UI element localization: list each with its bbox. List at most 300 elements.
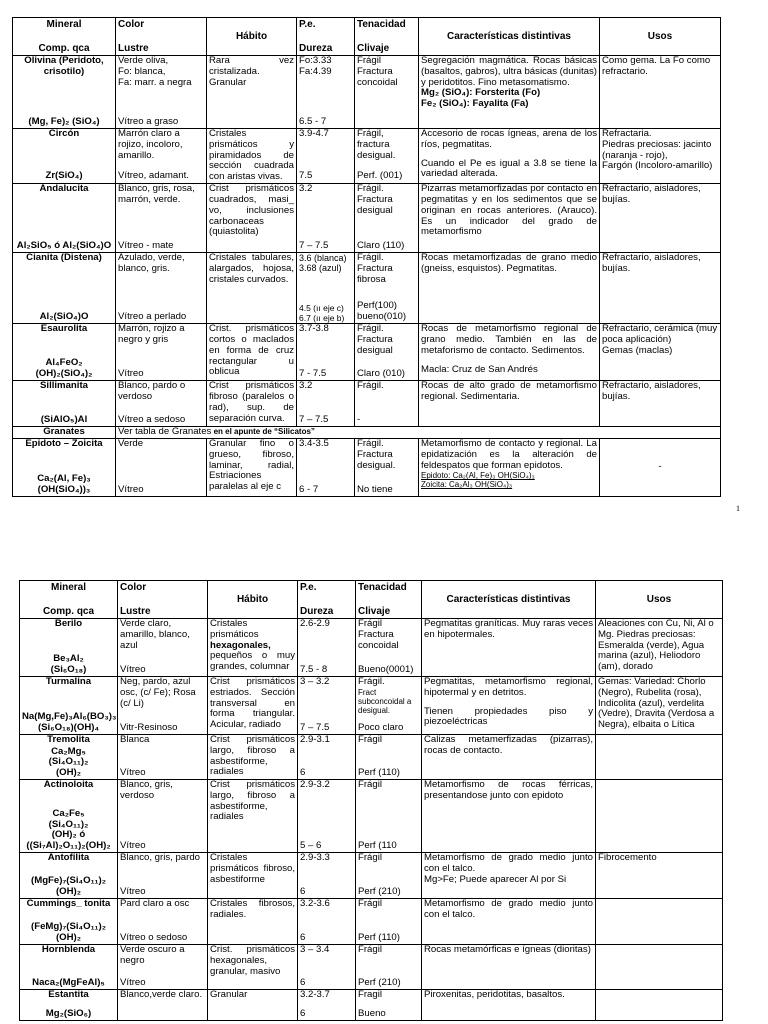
- tenacidad-cell-primary: Frágil: [358, 898, 382, 909]
- mineral-name-cell-primary: Cianita (Distena): [26, 252, 102, 264]
- pe-cell-top: [300, 853, 353, 864]
- pe-cell-primary: 3.2: [299, 380, 313, 392]
- color-cell-content: [120, 677, 205, 734]
- pe-cell: [297, 129, 355, 184]
- pe-cell-top: [299, 129, 352, 140]
- mineral-name-cell-content: [15, 253, 113, 323]
- habito-text: Granular: [210, 989, 248, 1000]
- color-cell-top: [120, 780, 205, 802]
- mineral-name-cell-top: [15, 381, 113, 392]
- habito-text: Granular fino o grueso, fibroso, laminar, radial, Estriaciones paralelas al eje c: [209, 438, 294, 493]
- mineral-name-cell-content: [15, 129, 113, 182]
- tenacidad-cell-primary: Frágil: [358, 944, 382, 955]
- pe-cell-content: [300, 990, 353, 1020]
- caract-text: Pegmatitas, metamorfismo regional, hipotermal y en detritos.: [424, 676, 593, 698]
- mineral-name-cell: [20, 945, 118, 990]
- tenacidad-cell-content: [357, 439, 416, 496]
- color-cell-primary: Pard claro a osc: [120, 898, 190, 909]
- pe-cell-primary: 3.2-3.7: [300, 989, 330, 1000]
- color-cell-content: [118, 253, 204, 323]
- pe-cell-top: [300, 780, 353, 791]
- color-cell-top: [120, 899, 205, 910]
- mineral-name-cell-content: [22, 619, 115, 676]
- pe-cell-top: [299, 184, 352, 195]
- color-cell-secondary: Vítreo a perlado: [118, 311, 187, 323]
- mineral-name-cell-top: [22, 945, 115, 956]
- tenacidad-cell: [356, 990, 422, 1021]
- header-habito: [208, 581, 298, 619]
- pe-cell-primary: 3.2: [299, 183, 313, 195]
- minerals-table-1: [12, 17, 721, 497]
- color-cell: [118, 899, 208, 945]
- color-cell: [118, 853, 208, 899]
- caract-cell: [419, 184, 600, 253]
- mineral-row: [20, 619, 723, 677]
- header-comp-label: Comp. qca: [42, 605, 95, 617]
- color-cell: [118, 945, 208, 990]
- tenacidad-cell-primary: Frágil.: [357, 380, 384, 392]
- caract-text: Pizarras metamorfizadas por contacto en pegmatitas y en los sedimentos que se originan en rocas anteriores. (Arauco). Es un indicador del grado de metamorfismo: [421, 183, 597, 238]
- color-cell-content: [118, 129, 204, 182]
- header-color: [118, 581, 208, 619]
- tenacidad-cell-primary: Frágil Fractura concoidal: [358, 618, 399, 651]
- mineral-row: [13, 253, 721, 324]
- tenacidad-cell-content: [357, 56, 416, 128]
- mineral-name-cell-top: [22, 619, 115, 630]
- color-cell-secondary: Vítreo: [120, 886, 146, 898]
- mineral-name-cell-top: [22, 677, 115, 688]
- mineral-name-cell-secondary: Be₃Al₂ (Si₆O₁₈): [50, 653, 87, 676]
- pe-cell-top: [300, 677, 353, 688]
- pe-cell: [298, 780, 356, 853]
- mineral-row: [20, 990, 723, 1021]
- habito-bold: hexagonales,: [210, 639, 271, 651]
- usos-text: Refractario, aisladores, bujías.: [602, 183, 701, 205]
- header-dureza-label: Dureza: [299, 42, 333, 54]
- habito-cell: [208, 945, 298, 990]
- usos-cell: [600, 129, 721, 184]
- habito-cell: [207, 253, 297, 324]
- mineral-row: [20, 780, 723, 853]
- mineral-name-cell-top: [15, 129, 113, 140]
- mineral-name-cell-content: [15, 381, 113, 426]
- mineral-name-cell-primary: Tremolita: [47, 734, 90, 745]
- tenacidad-cell-content: [358, 853, 419, 898]
- color-cell-top: [118, 129, 204, 161]
- pe-cell-primary: 3.9-4.7: [299, 128, 329, 139]
- color-cell: [116, 438, 207, 496]
- color-cell: [116, 184, 207, 253]
- color-cell-content: [120, 899, 205, 944]
- mineral-name-cell-secondary: (Mg, Fe)₂ (SiO₄): [28, 116, 100, 128]
- pe-cell-secondary: 7.5 - 8: [300, 664, 328, 676]
- header-lustre-label: Lustre: [120, 605, 151, 617]
- mineral-name-cell-secondary: (FeMg)₇(Si₄O₁₁)₂ (OH)₂: [31, 921, 106, 944]
- header-mineral: [13, 18, 116, 56]
- mineral-name-cell: [20, 853, 118, 899]
- mineral-name-cell-secondary: Al₄FeO₂ (OH)₂(SiO₄)₂: [35, 357, 93, 380]
- mineral-name-cell-primary: Sillimanita: [40, 380, 88, 392]
- mineral-row: [20, 899, 723, 945]
- mineral-name-cell: [13, 438, 116, 496]
- pe-cell-primary: Fo:3.33 Fa:4.39: [299, 55, 332, 77]
- color-cell-top: [120, 619, 205, 651]
- tenacidad-cell-top: [357, 184, 416, 216]
- header-usos-label: Usos: [647, 30, 673, 42]
- color-cell-primary: Blanco,verde claro.: [120, 989, 203, 1000]
- usos-cell: [600, 324, 721, 381]
- pe-cell-top: [299, 253, 352, 273]
- mineral-name-cell-primary: Actinoloita: [43, 779, 94, 790]
- habito-cell: [207, 438, 297, 496]
- pe-cell-secondary: 6: [300, 767, 306, 779]
- color-cell: [116, 324, 207, 381]
- pe-cell-secondary: 4.5 (ıı eje c) 6.7 (ıı eje b): [299, 302, 345, 323]
- mineral-name: Granates: [43, 426, 85, 438]
- tenacidad-cell-primary: Frágil Fractura concoidal: [357, 55, 398, 88]
- habito-text: Crist prismáticos estriados. Sección transversal en forma triangular. Acicular, radiado: [210, 676, 295, 731]
- color-cell-secondary: Vítreo o sedoso: [120, 932, 188, 944]
- mineral-name-cell-top: [15, 253, 113, 264]
- pe-cell-secondary: 6.5 - 7: [299, 116, 327, 128]
- mineral-name-cell-secondary: Mg₂(SiO₆): [45, 1008, 92, 1020]
- pe-cell-top: [299, 56, 352, 78]
- caract-text: Rocas de metamorfismo regional de grano medio. También en las de metaforismo de contacto. Sedimentos.: [421, 323, 597, 356]
- color-cell-primary: Verde claro, amarillo, blanco, azul: [120, 618, 190, 651]
- habito-text: Cristales fibrosos, radiales.: [210, 898, 295, 920]
- color-cell-secondary: Vítreo: [120, 767, 146, 779]
- mineral-name-cell-secondary: (MgFe)₇(Si₄O₁₁)₂ (OH)₂: [31, 875, 106, 898]
- pe-cell: [297, 324, 355, 381]
- tenacidad-cell-primary: Frágil, fractura desigual.: [357, 128, 396, 161]
- pe-cell: [297, 438, 355, 496]
- tenacidad-cell-content: [357, 253, 416, 323]
- color-cell-secondary: Vítreo: [118, 484, 144, 496]
- tenacidad-cell: [356, 853, 422, 899]
- tenacidad-cell-secondary: Claro (010): [357, 368, 405, 380]
- habito-text: Crist prismáticos fibroso (paralelos o rad), sup. de separación curva.: [209, 380, 294, 424]
- caract-text: Rocas metamorfizadas de grano medio (gneiss, esquistos). Pegmatitas.: [421, 252, 597, 274]
- header-tenacidad: [356, 581, 422, 619]
- pe-cell-secondary: 5 – 6: [300, 840, 322, 852]
- pe-cell-secondary: 7 – 7.5: [299, 240, 329, 252]
- tenacidad-cell-primary: Frágil. Fractura desigual: [357, 183, 393, 216]
- color-cell-content: [118, 381, 204, 426]
- mineral-name-cell: [20, 990, 118, 1021]
- caract-text: Metamorfismo de grado medio junto con el talco.: [424, 898, 593, 920]
- color-cell-primary: Blanco, pardo o verdoso: [118, 380, 186, 402]
- habito-text: Crist prismáticos largo, fibroso a asbestiforme, radiales: [210, 779, 295, 823]
- mineral-name-cell-top: [22, 990, 115, 1001]
- pe-cell-primary: 3.2-3.6: [300, 898, 330, 909]
- mineral-name-cell-content: [22, 990, 115, 1020]
- tenacidad-cell-top: [358, 945, 419, 956]
- header-clivaje-label: Clivaje: [358, 605, 391, 617]
- color-cell-content: [118, 439, 204, 496]
- color-cell-top: [118, 253, 204, 275]
- habito-cell: [208, 677, 298, 735]
- tenacidad-cell-content: [358, 619, 419, 676]
- pe-cell-secondary: 7.5: [299, 170, 313, 182]
- pe-cell: [298, 735, 356, 780]
- usos-text: Gemas: Variedad: Chorlo (Negro), Rubelita (rosa), Indicolita (azul), verdelita (Vedre), Dravita (Verdosa a Negra), elbaita o Lítica: [598, 676, 715, 731]
- pe-cell-secondary: 6 - 7: [299, 484, 319, 496]
- caract-text-2: Tienen propiedades piso y piezoeléctricas: [424, 705, 593, 728]
- color-cell-top: [118, 56, 204, 88]
- pe-cell-content: [299, 381, 352, 426]
- pe-cell-top: [300, 735, 353, 746]
- tenacidad-cell-top: [357, 129, 416, 161]
- mineral-name-cell: [20, 899, 118, 945]
- habito-text: Crist prismáticos cuadrados, masi_ vo, inclusiones carbonaceas (quiastolita): [209, 183, 294, 238]
- color-cell-secondary: Vítreo: [120, 664, 146, 676]
- tenacidad-cell-top: [357, 56, 416, 88]
- caract-text: Metamorfismo de grado medio junto con el talco. Mg>Fe; Puede aparecer Al por Si: [424, 852, 593, 885]
- color-cell-primary: Verde oscuro a negro: [120, 944, 185, 966]
- pe-cell-secondary: 6: [300, 977, 306, 989]
- pe-cell: [297, 56, 355, 129]
- habito-text: Crist. prismáticos hexagonales, granular, masivo: [210, 944, 295, 977]
- mineral-name-cell: [13, 129, 116, 184]
- header-mineral-label: Mineral: [50, 582, 86, 593]
- usos-text: Fibrocemento: [598, 852, 657, 863]
- mineral-name-cell-content: [22, 853, 115, 898]
- color-cell-primary: Neg, pardo, azul osc, (c/ Fe); Rosa (c/ Li): [120, 676, 196, 709]
- color-cell-top: [120, 735, 205, 746]
- color-cell-content: [118, 184, 204, 252]
- mineral-name-cell: [13, 427, 116, 439]
- pe-cell-primary: 2.9-3.1: [300, 734, 330, 745]
- header-caract-label: Características distintivas: [446, 593, 571, 605]
- caract-text: Accesorio de rocas ígneas, arena de los ríos, pegmatitas.: [421, 128, 597, 150]
- color-cell-content: [120, 853, 205, 898]
- usos-text: Refractario, cerámica (muy poca aplicación) Gemas (maclas): [602, 323, 718, 356]
- caract-cell: [419, 381, 600, 427]
- pe-cell: [297, 253, 355, 324]
- habito-cell: [207, 184, 297, 253]
- pe-cell: [298, 899, 356, 945]
- caract-cell: [422, 990, 596, 1021]
- caract-text: Pegmatitas graníticas. Muy raras veces en hipotermales.: [424, 618, 593, 640]
- caract-text: Metamorfismo de rocas férricas, presentandose junto con epidoto: [424, 779, 593, 801]
- usos-cell: [596, 780, 723, 853]
- pe-cell-content: [299, 184, 352, 252]
- header-habito-label: Hábito: [236, 593, 269, 605]
- caract-underline-1: Epidoto: Ca₂(Al, Fe)₃ OH(SiO₄)₃: [421, 471, 535, 481]
- mineral-name-cell-primary: Hornblenda: [41, 944, 96, 955]
- tenacidad-cell-content: [358, 677, 419, 734]
- color-cell-secondary: Vítreo, adamant.: [118, 170, 189, 182]
- tenacidad-cell-primary: Frágil. Fractura fibrosa: [357, 252, 393, 285]
- header-tenacidad: [355, 18, 419, 56]
- mineral-name-cell-top: [15, 184, 113, 195]
- caract-text: Segregación magmática. Rocas básicas (basaltos, gabros), ultra básicas (dunitas) y peridotitos. Fino metasomatismo.: [421, 55, 597, 88]
- mineral-name-cell-secondary: Zr(SiO₄): [45, 170, 83, 182]
- tenacidad-cell-secondary: Bueno(0001): [358, 664, 414, 676]
- color-cell-secondary: Vítreo: [118, 368, 144, 380]
- header-lustre-label: Lustre: [118, 42, 149, 54]
- header-usos: [600, 18, 721, 56]
- header-clivaje-label: Clivaje: [357, 42, 390, 54]
- caract-cell: [419, 129, 600, 184]
- color-cell-top: [118, 381, 204, 403]
- tenacidad-cell: [356, 677, 422, 735]
- tenacidad-cell: [356, 945, 422, 990]
- pe-cell-content: [300, 853, 353, 898]
- color-cell: [118, 990, 208, 1021]
- caract-cell: [422, 619, 596, 677]
- caract-cell: [422, 780, 596, 853]
- tenacidad-cell-top: [358, 853, 419, 864]
- pe-cell: [298, 990, 356, 1021]
- color-cell: [118, 619, 208, 677]
- pe-cell-content: [300, 899, 353, 944]
- color-cell-top: [118, 324, 204, 346]
- pe-cell-primary: 3 – 3.4: [300, 944, 330, 955]
- granates-note-bold: en el apunte de “Silicatos”: [211, 427, 315, 437]
- usos-cell: [600, 438, 721, 496]
- mineral-name-cell-secondary: Ca₂Mg₅ (Si₄O₁₁)₂ (OH)₂: [48, 745, 89, 779]
- mineral-name-cell-top: [22, 735, 115, 746]
- pe-cell-primary: 3.6 (blanca) 3.68 (azul): [299, 253, 347, 274]
- color-cell-content: [118, 56, 204, 128]
- tenacidad-cell-content: [357, 184, 416, 252]
- color-cell-secondary: Vítreo - mate: [118, 240, 174, 252]
- mineral-row: [13, 324, 721, 381]
- caract-cell: [422, 735, 596, 780]
- tenacidad-cell-primary: Frágil: [358, 734, 382, 745]
- color-cell-content: [120, 735, 205, 779]
- tenacidad-cell: [355, 56, 419, 129]
- mineral-name-cell-secondary: Ca₂(Al, Fe)₃ (OH(SiO₄))₃: [37, 473, 91, 496]
- habito-cell: [208, 619, 298, 677]
- caract-text: Piroxenitas, peridotitas, basaltos.: [424, 989, 565, 1000]
- mineral-name-cell-top: [22, 780, 115, 791]
- color-cell: [118, 677, 208, 735]
- caract-cell: [422, 853, 596, 899]
- mineral-name-cell-primary: Epidoto – Zoicita: [25, 438, 103, 449]
- pe-cell-content: [299, 129, 352, 182]
- header-caract: [419, 18, 600, 56]
- habito-cell: [208, 780, 298, 853]
- mineral-name-cell: [20, 677, 118, 735]
- caract-cell: [419, 438, 600, 496]
- tenacidad-cell-primary: Frágil. Fractura desigual: [357, 323, 393, 356]
- mineral-row: [13, 56, 721, 129]
- color-cell-content: [120, 990, 205, 1020]
- tenacidad-cell: [355, 381, 419, 427]
- caract-bold-2: Fe₂ (SiO₄): Fayalita (Fa): [421, 98, 529, 110]
- pe-cell-content: [300, 945, 353, 989]
- header-pe: [297, 18, 355, 56]
- habito-text: Cristales prismáticos y piramidados de sección cuadrada con aristas vivas.: [209, 128, 294, 183]
- color-cell: [116, 253, 207, 324]
- caract-underline-2: Zoicita: Ca₂Al₃ OH(SiO₄)₃: [421, 480, 513, 490]
- header-tenacidad-label: Tenacidad: [358, 582, 407, 593]
- mineral-name-cell-content: [15, 439, 113, 496]
- pe-cell-top: [299, 381, 352, 392]
- caract-text: Calizas metamerfizadas (pizarras), rocas de contacto.: [424, 734, 593, 756]
- pe-cell-content: [300, 735, 353, 779]
- tenacidad-cell: [356, 780, 422, 853]
- pe-cell-top: [299, 439, 352, 450]
- color-cell: [116, 56, 207, 129]
- mineral-name-cell-content: [22, 899, 115, 944]
- tenacidad-cell: [356, 619, 422, 677]
- color-cell-primary: Blanca: [120, 734, 150, 745]
- header-tenacidad-label: Tenacidad: [357, 19, 406, 30]
- header-comp-label: Comp. qca: [38, 42, 90, 54]
- header-habito-label: Hábito: [235, 30, 268, 42]
- habito-text: Cristales prismáticos: [210, 618, 259, 640]
- header-row: [20, 581, 723, 619]
- tenacidad-cell-top: [358, 899, 419, 910]
- mineral-name-cell: [13, 253, 116, 324]
- header-color-label: Color: [118, 19, 145, 30]
- mineral-row: [13, 381, 721, 427]
- pe-cell-secondary: 7 – 7.5: [299, 414, 329, 426]
- habito-cell: [208, 899, 298, 945]
- habito-cell: [208, 990, 298, 1021]
- habito-text: Crist. prismáticos cortos o maclados en forma de cruz rectangular u oblicua: [209, 323, 294, 378]
- mineral-name-cell-content: [15, 324, 113, 380]
- tenacidad-cell: [355, 324, 419, 381]
- color-cell-content: [118, 324, 204, 380]
- habito-text: Crist prismáticos largo, fibroso a asbestiforme, radiales: [210, 734, 295, 778]
- color-cell: [116, 129, 207, 184]
- usos-cell: [596, 990, 723, 1021]
- color-cell-secondary: Vítreo: [120, 977, 146, 989]
- pe-cell: [298, 677, 356, 735]
- tenacidad-cell-secondary: Perf. (001): [357, 170, 403, 182]
- tenacidad-cell-primary: Frágil. Fractura desigual.: [357, 438, 396, 471]
- color-cell-content: [120, 780, 205, 852]
- tenacidad-cell-primary: Frágil: [358, 852, 382, 863]
- tenacidad-cell-top: [358, 619, 419, 651]
- header-pe-label: P.e.: [299, 19, 316, 30]
- color-cell-top: [118, 184, 204, 206]
- color-cell-top: [120, 990, 205, 1001]
- color-cell-secondary: Vitr-Resinoso: [120, 722, 178, 734]
- mineral-name-cell-top: [22, 853, 115, 864]
- usos-cell: [596, 945, 723, 990]
- mineral-name-cell-content: [22, 677, 115, 734]
- pe-cell-secondary: 6: [300, 932, 306, 944]
- mineral-row: [13, 427, 721, 439]
- tenacidad-cell: [356, 899, 422, 945]
- usos-text: Refractario, aisladores, bujías.: [602, 380, 701, 402]
- color-cell-secondary: Vítreo a sedoso: [118, 414, 186, 426]
- tenacidad-cell: [355, 129, 419, 184]
- mineral-row: [13, 438, 721, 496]
- usos-text: Aleaciones con Cu, Ni, Al o Mg. Piedras preciosas: Esmeralda (verde), Agua marina (azul), Heliodoro (am), dorado: [598, 618, 714, 673]
- pe-cell-top: [300, 945, 353, 956]
- color-cell-primary: Azulado, verde, blanco, gris.: [118, 252, 185, 274]
- mineral-name-cell: [13, 381, 116, 427]
- mineral-name-cell-top: [15, 324, 113, 335]
- pe-cell-primary: 3.4-3.5: [299, 438, 329, 449]
- tenacidad-cell-primary: Frágil.: [358, 676, 385, 687]
- tenacidad-cell-secondary: Perf (110): [358, 767, 400, 779]
- color-cell-secondary: Vítreo a graso: [118, 116, 179, 128]
- color-cell: [118, 780, 208, 853]
- color-cell-primary: Blanco, gris, verdoso: [120, 779, 173, 801]
- mineral-name-cell: [13, 324, 116, 381]
- tenacidad-cell-content: [357, 324, 416, 380]
- mineral-name-cell: [13, 184, 116, 253]
- color-cell-primary: Verde oliva, Fo: blanca, Fa: marr. a negra: [118, 55, 192, 88]
- tenacidad-cell-secondary: Perf (210): [358, 886, 401, 898]
